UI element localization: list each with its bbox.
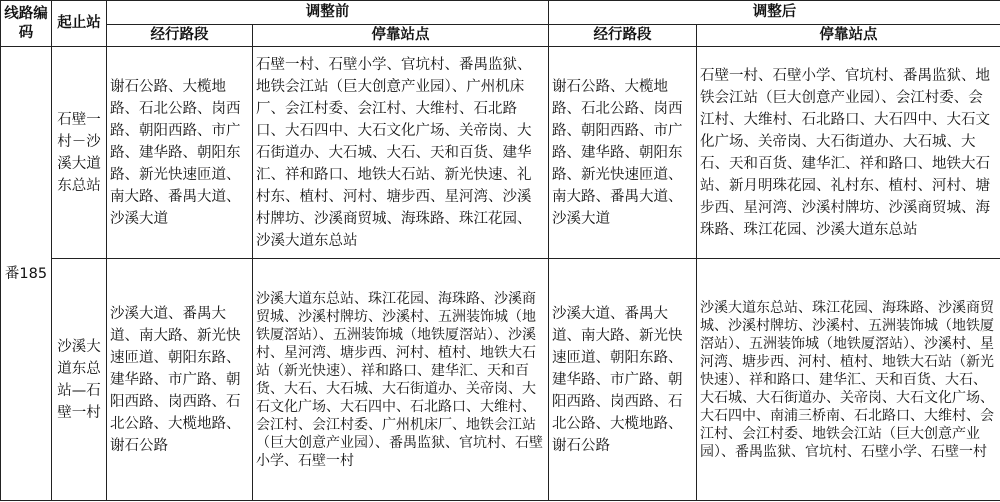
line-number: 番185 xyxy=(1,47,52,501)
header-before: 调整前 xyxy=(107,1,549,25)
start-end-cell: 石壁一村－沙溪大道东总站 xyxy=(52,47,107,259)
before-route-cell: 沙溪大道、番禺大道、南大路、新光快速匝道、朝阳东路、建华路、市广路、朝阳西路、岗西路、石北公路、大榄地路、谢石公路 xyxy=(107,259,253,501)
table-row xyxy=(1,259,1000,501)
header-row-2 xyxy=(1,25,1000,47)
after-stops-cell: 石壁一村、石壁小学、官坑村、番禺监狱、地铁会江站（巨大创意产业园）、会江村委、会江村、大维村、石北路口、大石四中、大石文化广场、关帝岗、大石街道办、大石城、大石、天和百货、建华汇、祥和路口、地铁大石站、新月明珠花园、礼村东、植村、河村、塘步西、星河湾、沙溪村牌坊、沙溪商贸城、海珠路、珠江花园、沙溪大道东总站 xyxy=(697,47,1000,259)
header-after-stops: 停靠站点 xyxy=(697,25,1000,47)
header-row-1 xyxy=(1,1,1000,25)
after-route-cell: 沙溪大道、番禺大道、南大路、新光快速匝道、朝阳东路、建华路、市广路、朝阳西路、岗西路、石北公路、大榄地路、谢石公路 xyxy=(549,259,697,501)
header-start-end: 起止站 xyxy=(52,1,107,47)
header-before-stops: 停靠站点 xyxy=(253,25,549,47)
header-after-route: 经行路段 xyxy=(549,25,697,47)
header-after: 调整后 xyxy=(549,1,1000,25)
before-stops-cell: 沙溪大道东总站、珠江花园、海珠路、沙溪商贸城、沙溪村牌坊、沙溪村、五洲装饰城（地铁厦滘站）、五洲装饰城（地铁厦滘站）、沙溪村、星河湾、塘步西、河村、植村、地铁大石站（新光快速）、祥和路口、建华汇、天和百货、大石、大石城、大石街道办、关帝岗、大石文化广场、大石四中、石北路口、大维村、会江村、会江村委、广州机床厂、地铁会江站（巨大创意产业园）、番禺监狱、官坑村、石壁小学、石壁一村 xyxy=(253,259,549,501)
after-route-cell: 谢石公路、大榄地路、石北公路、岗西路、朝阳西路、市广路、建华路、朝阳东路、新光快速匝道、南大路、番禺大道、沙溪大道 xyxy=(549,47,697,259)
header-line-no: 线路编码 xyxy=(1,1,52,47)
before-stops-cell: 石壁一村、石壁小学、官坑村、番禺监狱、地铁会江站（巨大创意产业园）、广州机床厂、会江村委、会江村、大维村、石北路口、大石四中、大石文化广场、关帝岗、大石街道办、大石城、大石、天和百货、建华汇、祥和路口、地铁大石站、新光快速、礼村东、植村、河村、塘步西、星河湾、沙溪村牌坊、沙溪商贸城、海珠路、珠江花园、沙溪大道东总站 xyxy=(253,47,549,259)
table-row xyxy=(1,47,1000,259)
before-route-cell: 谢石公路、大榄地路、石北公路、岗西路、朝阳西路、市广路、建华路、朝阳东路、新光快速匝道、南大路、番禺大道、沙溪大道 xyxy=(107,47,253,259)
after-stops-cell: 沙溪大道东总站、珠江花园、海珠路、沙溪商贸城、沙溪村牌坊、沙溪村、五洲装饰城（地铁厦滘站）、五洲装饰城（地铁厦滘站）、沙溪村、星河湾、塘步西、河村、植村、地铁大石站（新光快速）、祥和路口、建华汇、天和百货、大石、大石城、大石街道办、关帝岗、大石文化广场、大石四中、南浦三桥南、石北路口、大维村、会江村、会江村委、地铁会江站（巨大创意产业园）、番禺监狱、官坑村、石壁小学、石壁一村 xyxy=(697,259,1000,501)
start-end-cell: 沙溪大道东总站—石壁一村 xyxy=(52,259,107,501)
header-before-route: 经行路段 xyxy=(107,25,253,47)
